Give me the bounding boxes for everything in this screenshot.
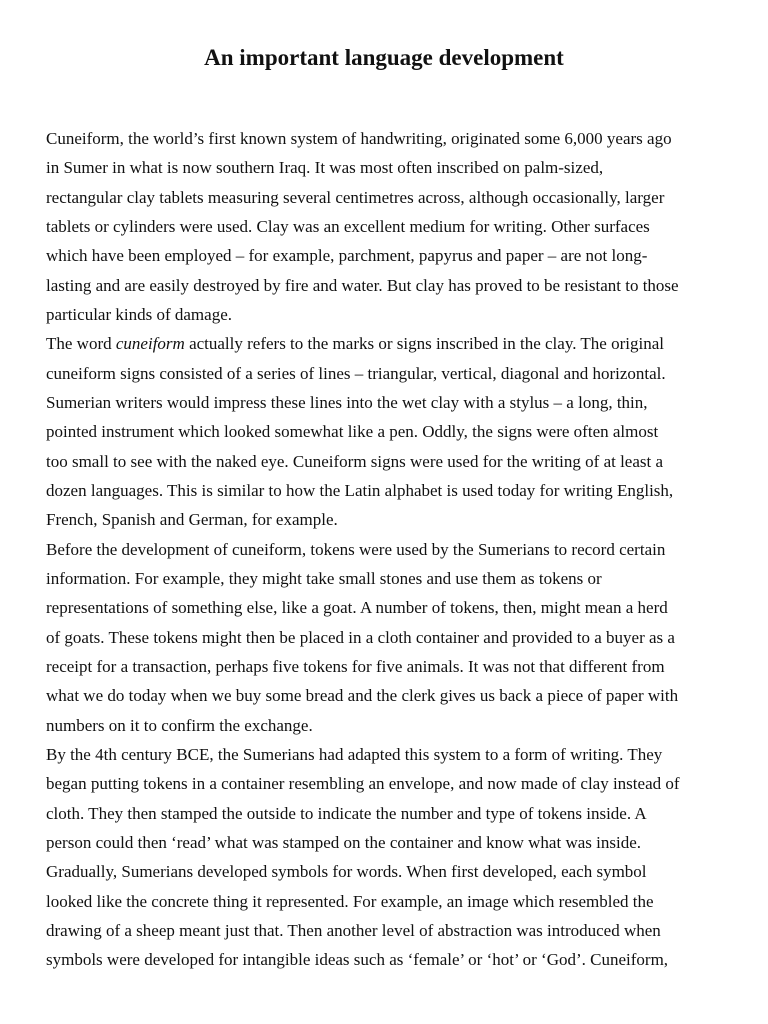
text-line: in Sumer in what is now southern Iraq. It was most often inscribed on palm-sized, [46,158,604,178]
text-line: too small to see with the naked eye. Cuneiform signs were used for the writing of at least a [46,451,664,471]
text-line: Sumerian writers would impress these lines into the wet clay with a stylus – a long, thin, [46,392,648,412]
text-line: By the 4th century BCE, the Sumerians had adapted this system to a form of writing. They [46,744,663,764]
text-line: information. For example, they might take small stones and use them as tokens or [46,568,602,588]
text-line: drawing of a sheep meant just that. Then another level of abstraction was introduced when [46,920,661,940]
text-line: French, Spanish and German, for example. [46,510,338,530]
text-line: dozen languages. This is similar to how the Latin alphabet is used today for writing English, [46,480,674,500]
text-line: began putting tokens in a container resembling an envelope, and now made of clay instead of [46,774,680,794]
text-line: Gradually, Sumerians developed symbols for words. When first developed, each symbol [46,862,647,882]
text-line: pointed instrument which looked somewhat like a pen. Oddly, the signs were often almost [46,422,659,442]
text-line: Before the development of cuneiform, tokens were used by the Sumerians to record certain [46,539,666,559]
document-body [46,124,736,975]
document-title: An important language development [204,45,564,70]
text-line: looked like the concrete thing it represented. For example, an image which resembled the [46,891,654,911]
text-line: Cuneiform, the world’s first known system of handwriting, originated some 6,000 years ago [46,129,672,148]
text-segment: actually refers to the marks or signs inscribed in the clay. The original [184,334,664,354]
text-line: symbols were developed for intangible ideas such as ‘female’ or ‘hot’ or ‘God’. Cuneiform, [46,950,669,970]
text-line: cloth. They then stamped the outside to indicate the number and type of tokens inside. A [46,803,647,823]
text-segment: The word [46,334,116,354]
text-line: cuneiform signs consisted of a series of lines – triangular, vertical, diagonal and horizontal. [46,363,666,383]
text-line: of goats. These tokens might then be placed in a cloth container and provided to a buyer as a [46,627,675,647]
text-line: particular kinds of damage. [46,304,232,324]
text-line: person could then ‘read’ what was stamped on the container and know what was inside. [46,832,641,852]
text-line: what we do today when we buy some bread and the clerk gives us back a piece of paper with [46,686,679,706]
text-line: representations of something else, like a goat. A number of tokens, then, might mean a herd [46,598,668,618]
text-line: numbers on it to confirm the exchange. [46,715,313,735]
text-line: rectangular clay tablets measuring several centimetres across, although occasionally, larger [46,187,665,207]
text-line: lasting and are easily destroyed by fire and water. But clay has proved to be resistant to those [46,275,679,295]
text-line: tablets or cylinders were used. Clay was an excellent medium for writing. Other surfaces [46,216,650,236]
text-line-mixed [46,329,736,358]
italic-term: cuneiform [115,334,185,354]
text-line: receipt for a transaction, perhaps five tokens for five animals. It was not that different from [46,656,665,676]
text-line: which have been employed – for example, parchment, papyrus and paper – are not long- [46,246,648,266]
